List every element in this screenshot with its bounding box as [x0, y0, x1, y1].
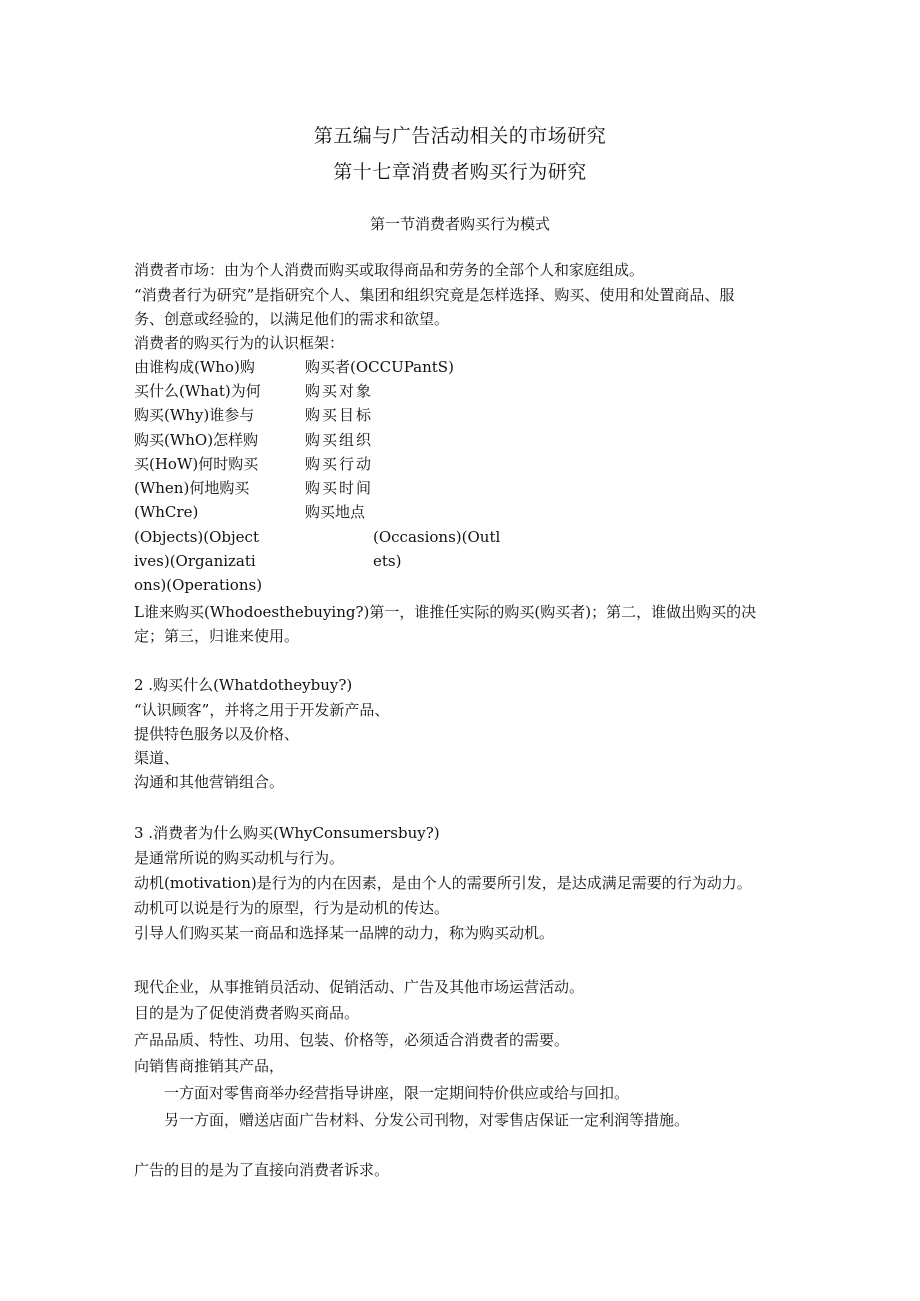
- framework-left-line: (When)何地购买: [134, 479, 250, 497]
- item3-heading: 3 .消费者为什么购买(WhyConsumersbuy?): [134, 824, 440, 842]
- item3-line: 动机可以说是行为的原型，行为是动机的传达。: [134, 899, 450, 917]
- framework-right-line: 购买地点: [305, 503, 366, 521]
- item1-line: L谁来购买(Whodoesthebuying?)第一，谁推任实际的购买(购买者)；第二，谁做出购买的决: [134, 603, 757, 621]
- item2-line: “认识顾客”，并将之用于开发新产品、: [134, 701, 390, 719]
- framework-right-line: 购买时间: [305, 479, 374, 497]
- item2-line: 渠道、: [134, 749, 180, 767]
- intro-line: 消费者市场：由为个人消费而购买或取得商品和劳务的全部个人和家庭组成。: [134, 261, 645, 279]
- framework-right-line: ets): [373, 552, 402, 570]
- part-title: 第五编与广告活动相关的市场研究: [313, 125, 607, 147]
- framework-right-line: 购买对象: [305, 382, 374, 400]
- item3-line: 是通常所说的购买动机与行为。: [134, 849, 345, 867]
- framework-left-line: (Objects)(Object: [134, 528, 259, 546]
- framework-left-line: ons)(Operations): [134, 576, 263, 594]
- framework-right-line: 购买行动: [305, 455, 374, 473]
- modern-line: 向销售商推销其产品，: [134, 1057, 285, 1075]
- intro-line: 消费者的购买行为的认识框架：: [134, 334, 345, 352]
- item1-line: 定；第三，归谁来使用。: [134, 627, 300, 645]
- framework-left-line: 买(HoW)何时购买: [134, 455, 259, 473]
- framework-right-line: (Occasions)(Outl: [373, 528, 501, 546]
- section-title: 第一节消费者购买行为模式: [369, 215, 550, 233]
- framework-left-line: 购买(WhO)怎样购: [134, 431, 259, 449]
- framework-right-line: 购买组织: [305, 431, 374, 449]
- chapter-title: 第十七章消费者购买行为研究: [333, 161, 587, 183]
- modern-indented-line: 另一方面，赠送店面广告材料、分发公司刊物，对零售店保证一定利润等措施。: [164, 1111, 690, 1129]
- modern-line: 目的是为了促使消费者购买商品。: [134, 1004, 360, 1022]
- framework-left-line: 购买(Why)谁参与: [134, 406, 255, 424]
- framework-left-line: ives)(Organizati: [134, 552, 256, 570]
- modern-line: 产品品质、特性、功用、包装、价格等，必须适合消费者的需要。: [134, 1031, 570, 1049]
- modern-indented-line: 一方面对零售商举办经营指导讲座，限一定期间特价供应或给与回扣。: [164, 1084, 630, 1102]
- item2-heading: 2 .购买什么(Whatdotheybuy?): [134, 676, 353, 694]
- intro-line: 务、创意或经验的，以满足他们的需求和欲望。: [134, 310, 450, 328]
- framework-right-line: 购买者(OCCUPantS): [305, 358, 454, 376]
- modern-line: 现代企业，从事推销员活动、促销活动、广告及其他市场运营活动。: [134, 978, 585, 996]
- item3-line: 引导人们购买某一商品和选择某一品牌的动力，称为购买动机。: [134, 924, 555, 942]
- framework-left-line: 买什么(What)为何: [134, 382, 261, 400]
- framework-left-line: 由谁构成(Who)购: [134, 358, 255, 376]
- framework-right-line: 购买目标: [305, 406, 374, 424]
- framework-left-line: (WhCre): [134, 503, 199, 521]
- intro-line: “消费者行为研究”是指研究个人、集团和组织究竟是怎样选择、购买、使用和处置商品、服: [134, 286, 735, 304]
- closing-line: 广告的目的是为了直接向消费者诉求。: [134, 1161, 390, 1179]
- item3-line: 动机(motivation)是行为的内在因素，是由个人的需要所引发，是达成满足需要的行为动力。: [134, 874, 752, 892]
- item2-line: 提供特色服务以及价格、: [134, 725, 300, 743]
- item2-line: 沟通和其他营销组合。: [134, 773, 285, 791]
